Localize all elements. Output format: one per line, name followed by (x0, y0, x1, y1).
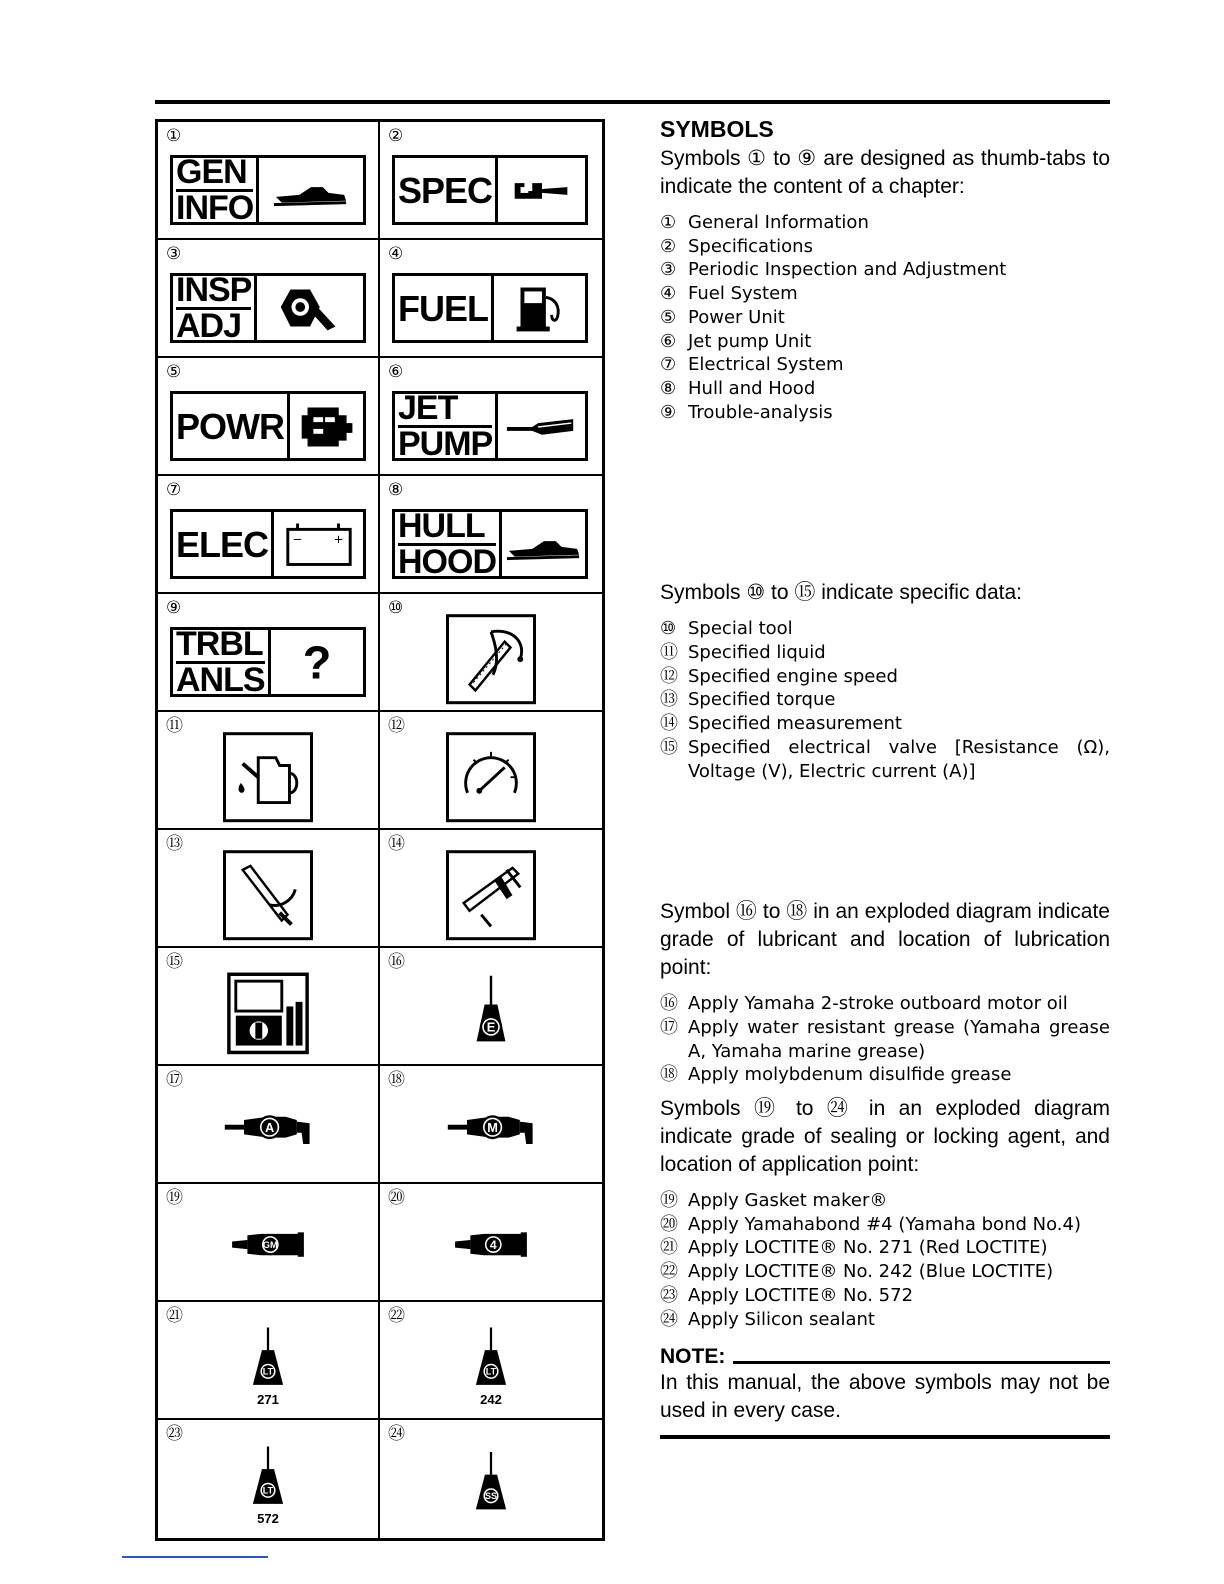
list-item-text: General Information (688, 212, 869, 233)
symbol-number: ⑯ (388, 952, 405, 972)
list-item-number: ② (660, 235, 677, 257)
list-item-number: ⑨ (660, 401, 677, 423)
thumb-tab-text (173, 624, 271, 699)
symbol-number: ⑪ (166, 716, 183, 736)
thumb-tab-text (395, 158, 498, 222)
list-item-text: Special tool (688, 618, 793, 640)
sealant-tube-icon (449, 1229, 533, 1261)
list-item (660, 377, 1110, 401)
symbol-graphic (245, 1445, 291, 1526)
thumb-tab-text (395, 276, 494, 340)
list-item-text: Specified electrical valve [Resistance (Ω), Voltage (V), Electric current (A)] (688, 736, 1110, 782)
list-item-text: Specified engine speed (688, 665, 898, 687)
list-specific-data (660, 617, 1110, 783)
svg-text:LT: LT (485, 1366, 497, 1377)
grease-gun-icon (443, 1107, 539, 1147)
list-item-number: ⑳ (660, 1213, 678, 1235)
list-item-text: Apply LOCTITE® No. 271 (Red LOCTITE) (688, 1237, 1048, 1259)
jet-pump-icon (498, 394, 585, 458)
intro-sealants: Symbols ⑲ to ㉔ in an exploded diagram indicate grade of sealing or locking agent, and location of application point: (660, 1097, 1110, 1177)
list-item (660, 353, 1110, 377)
list-item (660, 992, 1110, 1016)
symbol-number: ⑲ (166, 1188, 183, 1208)
symbol-graphic (446, 850, 536, 940)
symbol-cell (380, 1302, 602, 1420)
symbol-graphic (468, 1450, 514, 1518)
symbol-graphic (226, 1229, 310, 1261)
thumb-tab-line: JET (398, 392, 492, 428)
loctite-bottle-icon (245, 1445, 291, 1513)
bottom-rule (660, 1435, 1110, 1439)
list-item (660, 1016, 1110, 1063)
symbol-number: ② (388, 126, 404, 146)
list-item (660, 282, 1110, 306)
thumb-tab-text (395, 506, 502, 581)
list-item-number: ⑩ (660, 618, 677, 640)
thumb-tab-line: PUMP (398, 424, 493, 463)
list-item-text: Apply LOCTITE® No. 572 (688, 1284, 914, 1306)
thumb-tab-line: HOOD (398, 542, 496, 581)
list-item (660, 1189, 1110, 1213)
torque-wrench-icon (223, 850, 313, 940)
note-text: In this manual, the above symbols may not be used in every case. (660, 1371, 1110, 1423)
list-item (660, 1063, 1110, 1087)
list-item-text: Apply Yamaha 2-stroke outboard motor oil (688, 993, 1068, 1015)
spec-tool-icon (498, 158, 585, 222)
caliper-icon (446, 850, 536, 940)
thumb-tab-line: INSP (176, 270, 252, 309)
thumb-tab-line: GEN (176, 156, 253, 192)
symbol-number: ⑳ (388, 1188, 405, 1208)
thumb-tab-line: POWR (176, 405, 284, 447)
svg-text:E: E (486, 1019, 496, 1035)
symbol-number: ⑥ (388, 362, 404, 382)
list-item-number: ㉓ (660, 1284, 678, 1306)
symbol-number: ⑨ (166, 598, 182, 618)
symbol-number: ① (166, 126, 182, 146)
thumb-tab-text (395, 388, 498, 463)
note-block (660, 1345, 1110, 1439)
list-item-number: ⑤ (660, 306, 677, 328)
symbol-number: ⑫ (388, 716, 405, 736)
svg-text:LT: LT (262, 1485, 274, 1496)
symbol-cell (158, 712, 380, 830)
svg-text:LT: LT (262, 1366, 274, 1377)
list-item-text: Specified liquid (688, 642, 826, 664)
list-item (660, 1308, 1110, 1332)
symbol-number: ⑧ (388, 480, 404, 500)
list-item (660, 211, 1110, 235)
symbol-cell (158, 948, 380, 1066)
thumb-tab-line: ELEC (176, 523, 269, 565)
symbol-grid (155, 119, 605, 1541)
symbol-cell (380, 476, 602, 594)
symbol-cell (158, 1302, 380, 1420)
list-item-number: ⑬ (660, 689, 678, 711)
loctite-number-label: 242 (480, 1391, 502, 1407)
list-item (660, 641, 1110, 665)
list-item-number: ⑲ (660, 1190, 678, 1212)
symbol-number: ㉑ (166, 1306, 183, 1326)
symbol-cell (158, 1066, 380, 1184)
symbol-cell (158, 594, 380, 712)
intro-lubricants: Symbol ⑯ to ⑱ in an exploded diagram indicate grade of lubricant and location of lubrication point: (660, 900, 1110, 980)
list-item-number: ① (660, 212, 677, 233)
symbol-number: ⑬ (166, 834, 183, 854)
symbols-explanation (660, 116, 1110, 1439)
note-rule (733, 1361, 1110, 1364)
svg-text:?: ? (302, 636, 332, 688)
svg-text:−: − (292, 532, 302, 547)
thumb-tab (170, 509, 366, 579)
list-item-number: ⑪ (660, 642, 678, 664)
list-item-number: ⑮ (660, 736, 678, 758)
symbol-number: ㉔ (388, 1424, 405, 1444)
list-item-number: ⑧ (660, 377, 677, 399)
list-item-text: Jet pump Unit (688, 330, 812, 352)
thumb-tab (170, 152, 366, 227)
grease-gun-icon (220, 1107, 316, 1147)
list-item-text: Electrical System (688, 354, 844, 376)
symbol-cell (380, 1420, 602, 1538)
symbol-graphic (443, 1107, 539, 1147)
fuel-pump-icon (494, 276, 585, 340)
list-item-text: Specifications (688, 235, 813, 257)
list-item-number: ⑥ (660, 330, 677, 352)
symbol-number: ⑰ (166, 1070, 183, 1090)
symbol-number: ⑦ (166, 480, 182, 500)
list-item-text: Fuel System (688, 283, 798, 305)
tachometer-icon (446, 732, 536, 822)
list-item (660, 330, 1110, 354)
symbol-number: ⑱ (388, 1070, 405, 1090)
symbol-graphic (446, 732, 536, 822)
symbol-graphic (245, 1326, 291, 1407)
symbol-number: ③ (166, 244, 182, 264)
thumb-tab-line: SPEC (398, 169, 493, 211)
wrench-nut-icon (257, 276, 363, 340)
list-item-text: Specified torque (688, 689, 836, 711)
symbol-number: ⑤ (166, 362, 182, 382)
symbol-cell (158, 1420, 380, 1538)
section-heading: SYMBOLS (660, 116, 774, 142)
svg-text:+: + (333, 532, 343, 547)
thumb-tab-line: INFO (176, 188, 254, 227)
list-item-text: Periodic Inspection and Adjustment (688, 259, 1007, 281)
symbol-cell (380, 358, 602, 476)
symbol-cell (380, 1184, 602, 1302)
list-item-number: ㉒ (660, 1261, 678, 1283)
list-item (660, 1236, 1110, 1260)
list-item (660, 1284, 1110, 1308)
list-item (660, 235, 1110, 259)
symbol-cell (158, 1184, 380, 1302)
symbol-number: ⑮ (166, 952, 183, 972)
symbol-cell (380, 1066, 602, 1184)
thumb-tab (392, 273, 588, 343)
loctite-bottle-icon (468, 1326, 514, 1394)
symbol-number: ㉒ (388, 1306, 405, 1326)
thumb-tab (392, 388, 588, 463)
list-item-text: Apply Silicon sealant (688, 1308, 875, 1330)
thumb-tab-line: TRBL (176, 624, 263, 663)
symbol-graphic (223, 850, 313, 940)
svg-text:SS: SS (484, 1491, 498, 1502)
symbol-cell (380, 712, 602, 830)
sealant-tube-icon (226, 1229, 310, 1261)
symbol-cell (158, 240, 380, 358)
symbol-cell (380, 830, 602, 948)
thumb-tab-text (173, 394, 290, 458)
thumb-tab-line: ADJ (176, 306, 242, 345)
loctite-bottle-icon (468, 1450, 514, 1518)
list-item-text: Apply molybdenum disulfide grease (688, 1064, 1012, 1086)
list-thumb-tabs (660, 211, 1110, 424)
list-item-text: Trouble-analysis (688, 401, 833, 423)
symbol-graphic (467, 972, 515, 1054)
list-item (660, 306, 1110, 330)
top-rule (155, 100, 1110, 104)
note-title (660, 1345, 1110, 1369)
loctite-bottle-icon (245, 1326, 291, 1394)
question-icon (271, 630, 363, 694)
list-item-number: ㉔ (660, 1308, 678, 1330)
symbol-graphic (468, 1326, 514, 1407)
thumb-tab-line: ANLS (176, 660, 265, 699)
list-item-number: ⑫ (660, 665, 678, 687)
symbol-graphic (220, 1107, 316, 1147)
list-item-text: Apply Gasket maker® (688, 1190, 888, 1212)
intro-specific-data: Symbols ⑩ to ⑮ indicate specific data: (660, 581, 1022, 605)
special-tool-icon (446, 614, 536, 704)
thumb-tab (170, 391, 366, 461)
thumb-tab (170, 270, 366, 345)
list-item-number: ㉑ (660, 1237, 678, 1259)
symbol-number: ⑩ (388, 598, 404, 618)
symbol-graphic (222, 967, 314, 1059)
list-item-text: Apply water resistant grease (Yamaha grease A, Yamaha marine grease) (688, 1016, 1110, 1062)
symbol-cell (380, 122, 602, 240)
symbol-number: ⑭ (388, 834, 405, 854)
list-item (660, 736, 1110, 783)
symbol-graphic (449, 1229, 533, 1261)
list-item-number: ④ (660, 283, 677, 305)
engine-icon (290, 394, 368, 458)
symbol-number: ④ (388, 244, 404, 264)
list-item-text: Hull and Hood (688, 377, 816, 399)
intro-thumb-tabs: Symbols ① to ⑨ are designed as thumb-tabs to indicate the content of a chapter: (660, 147, 1110, 198)
footer-line (122, 1556, 268, 1558)
svg-text:A: A (264, 1119, 275, 1135)
symbol-graphic (446, 614, 536, 704)
thumb-tab (392, 506, 588, 581)
list-item-text: Apply LOCTITE® No. 242 (Blue LOCTITE) (688, 1261, 1054, 1283)
oil-can-icon (223, 732, 313, 822)
svg-text:4: 4 (489, 1237, 497, 1252)
list-item-text: Power Unit (688, 306, 785, 328)
symbol-cell (380, 948, 602, 1066)
list-item-number: ⑦ (660, 354, 677, 376)
list-item-number: ⑭ (660, 713, 678, 735)
multimeter-icon (222, 967, 314, 1059)
svg-text:GM: GM (262, 1239, 278, 1250)
symbol-cell (158, 830, 380, 948)
thumb-tab-line: FUEL (398, 287, 488, 329)
symbol-cell (158, 358, 380, 476)
list-item (660, 1213, 1110, 1237)
list-item-number: ⑰ (660, 1016, 678, 1038)
symbol-cell (380, 594, 602, 712)
list-item (660, 401, 1110, 425)
battery-icon (274, 512, 363, 576)
list-item-number: ③ (660, 259, 677, 281)
watercraft-icon (502, 512, 585, 576)
thumb-tab (392, 155, 588, 225)
symbol-number: ㉓ (166, 1424, 183, 1444)
symbol-cell (158, 122, 380, 240)
thumb-tab-line: HULL (398, 510, 496, 546)
list-item (660, 1260, 1110, 1284)
oil-bottle-icon (467, 972, 515, 1054)
list-item (660, 617, 1110, 641)
thumb-tab-text (173, 512, 274, 576)
list-item (660, 258, 1110, 282)
thumb-tab (170, 624, 366, 699)
list-lubricants (660, 992, 1110, 1087)
list-item-number: ⑯ (660, 993, 678, 1015)
symbol-cell (380, 240, 602, 358)
svg-text:M: M (487, 1119, 498, 1135)
loctite-number-label: 271 (257, 1391, 279, 1407)
thumb-tab-text (173, 270, 257, 345)
list-item-text: Apply Yamahabond #4 (Yamaha bond No.4) (688, 1213, 1081, 1235)
list-item (660, 712, 1110, 736)
symbol-graphic (223, 732, 313, 822)
thumb-tab-text (173, 152, 259, 227)
note-title-text: NOTE: (660, 1345, 726, 1369)
list-item (660, 665, 1110, 689)
symbol-cell (158, 476, 380, 594)
list-sealants (660, 1189, 1110, 1331)
list-item-text: Specified measurement (688, 713, 902, 735)
list-item (660, 688, 1110, 712)
watercraft-icon (259, 158, 363, 222)
loctite-number-label: 572 (257, 1510, 279, 1526)
list-item-number: ⑱ (660, 1064, 678, 1086)
